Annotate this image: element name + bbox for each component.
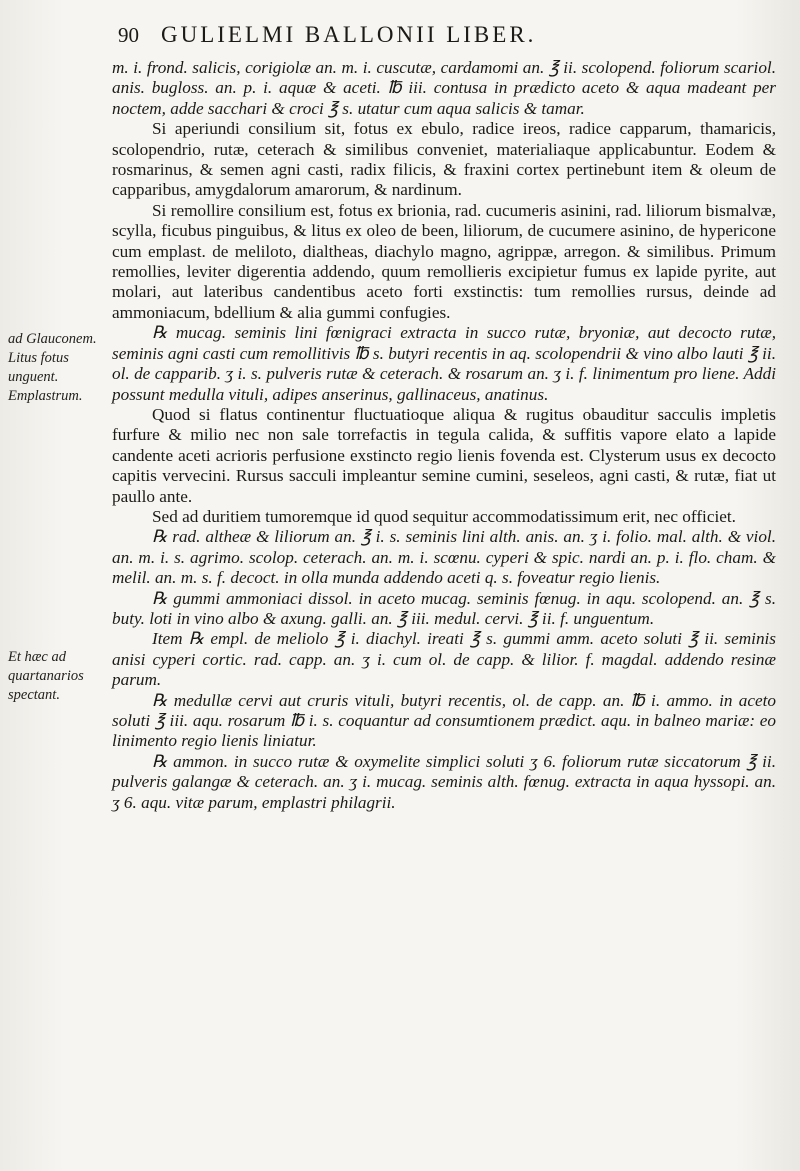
margin-note-quartanarios: Et hæc ad quartanarios spectant.	[8, 649, 84, 703]
page-header	[118, 22, 638, 54]
body-paragraph: Si aperiundi consilium sit, fotus ex ebulo, radice ireos, radice capparum, thamaricis, scolopendrio, rutæ, ceterach & similibus conveniet, materialiaque applicabuntur. Eodem & rosmarinus, & semen agni casti, radix filicis, & fraxini cortex pertinebunt item & oleum de capparibus, amygdalorum amarorum, & nardinum.	[112, 119, 776, 200]
main-text-column	[112, 58, 776, 813]
recipe-paragraph: Item ℞ empl. de meliolo ℥ i. diachyl. ireati ℥ s. gummi amm. aceto soluti ℥ ii. seminis anisi cyperi cortic. rad. capp. an. ʒ i. cum ol. de capp. & lilior. f. magdal. addendo resinæ parum.	[112, 629, 776, 690]
running-head: GULIELMI BALLONII LIBER.	[161, 22, 537, 47]
body-paragraph: Si remollire consilium est, fotus ex brionia, rad. cucumeris asinini, rad. liliorum bismalvæ, scylla, ficubus pinguibus, & litus ex oleo de been, liliorum, de cucumere asinino, de hypericone cum emplast. de meliloto, dialtheas, diachylo magno, agrippæ, arregon. & similibus. Primum remollies, leviter digerentia addendo, quum remollieris excipietur fumus ex lapide pyrite, aut molari, aut lateribus candentibus aceto forti exstinctis: tum remollies rursus, deinde ad ammoniacum, bdellium & alia gummi confugies.	[112, 200, 776, 322]
body-paragraph: Quod si flatus continentur fluctuatioque aliqua & rugitus obauditur sacculis impletis furfure & milio nec non sale torrefactis in tegula calida, & suffitis vapore elato a lapide candente aceti acrioris perfusione exstincto regio lienis fovenda est. Clysterum usus ex decocto capitis vervecini. Rursus sacculi impleantur semine cumini, seseleos, agni casti, & rutæ, fiat ut paullo ante.	[112, 404, 776, 506]
body-paragraph: Sed ad duritiem tumoremque id quod sequitur accommodatissimum erit, nec officiet.	[152, 506, 736, 526]
recipe-paragraph: ℞ medullæ cervi aut cruris vituli, butyri recentis, ol. de capp. an. ℔ i. ammo. in aceto soluti ℥ iii. aqu. rosarum ℔ i. s. coquantur ad consumtionem prædict. aqu. in balneo mariæ: eo linimento regio lienis liniatur.	[112, 690, 776, 751]
page-number: 90	[118, 23, 139, 47]
recipe-paragraph: ℞ mucag. seminis lini fœnigraci extracta in succo rutæ, bryoniæ, aut decocto rutæ, seminis agni casti cum remollitivis ℔ s. butyri recentis in aq. scolopendrii & vino albo lauti ℥ ii. ol. de capparib. ʒ i. s. pulveris rutæ & ceterach. & rosarum an. ʒ i. f. linimentum pro liene. Addi possunt medulla vituli, adipes anserinus, gallinaceus, anatinus.	[112, 323, 776, 404]
margin-note-glauconem: ad Glauconem. Litus fotus unguent. Emplastrum.	[8, 331, 97, 404]
recipe-paragraph: m. i. frond. salicis, corigiolæ an. m. i. cuscutæ, cardamomi an. ℥ ii. scolopend. foliorum scariol. anis. bugloss. an. p. i. aquæ & aceti. ℔ iii. contusa in prædicto aceto & aqua madeant per noctem, adde sacchari & croci ℥ s. utatur cum aqua salicis & tamar.	[112, 58, 776, 118]
recipe-paragraph: ℞ rad. altheæ & liliorum an. ℥ i. s. seminis lini alth. anis. an. ʒ i. folio. mal. alth. & viol. an. m. i. s. agrimo. scolop. ceterach. an. m. i. scœnu. cyperi & spic. nardi an. p. i. flo. cham. & melil. an. m. s. f. decoct. in olla munda addendo aceti q. s. foveatur regio lienis.	[112, 527, 776, 588]
recipe-paragraph: ℞ ammon. in succo rutæ & oxymelite simplici soluti ʒ 6. foliorum rutæ siccatorum ℥ ii. pulveris galangæ & ceterach. an. ʒ i. mucag. seminis alth. fœnug. extracta in aqua hyssopi. an. ʒ 6. aqu. vitæ parum, emplastri philagrii.	[112, 751, 776, 812]
recipe-paragraph: ℞ gummi ammoniaci dissol. in aceto mucag. seminis fœnug. in aqu. scolopend. an. ℥ s. buty. loti in vino albo & axung. galli. an. ℥ iii. medul. cervi. ℥ ii. f. unguentum.	[112, 588, 776, 628]
